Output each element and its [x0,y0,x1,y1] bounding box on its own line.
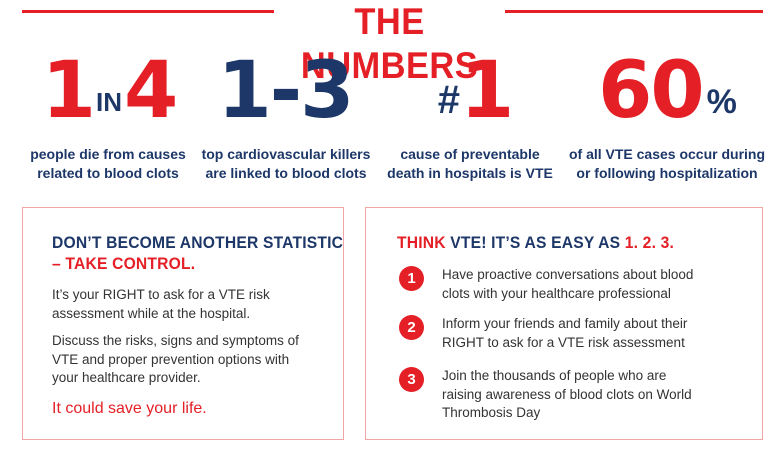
caption-line: death in hospitals is VTE [387,165,553,181]
step-text [442,315,742,352]
stat-number-one [425,46,525,136]
stat-caption [8,145,208,183]
heading-line: – TAKE CONTROL. [52,254,196,273]
caption-line: cause of preventable [400,146,540,162]
hash-symbol: # [437,78,460,122]
step-line: Join the thousands of people who are [442,368,667,383]
stat-number: 60 [598,46,703,136]
stat-number: 1 [41,46,94,136]
page-title: THE NUMBERS [300,1,479,86]
caption-line: or following hospitalization [576,165,758,181]
stat-1-in-4 [33,46,185,136]
heading-mid: VTE! IT’S AS EASY AS [445,233,625,252]
heading-numbers: 1. 2. 3. [624,233,675,252]
box-heading [397,232,674,253]
think-vte-box [365,207,763,440]
box-heading [52,232,343,274]
divider [505,10,763,13]
caption-line: top cardiovascular killers [201,146,371,162]
numbers-header [0,0,784,86]
step-text [442,266,742,303]
discuss-paragraph [52,332,299,388]
stat-number: 4 [124,46,177,136]
step-line: RIGHT to ask for a VTE risk assessment [442,334,685,350]
paragraph-line: VTE and proper prevention options with [52,351,290,367]
caption-line: people die from causes [30,146,186,162]
step-text [442,367,742,423]
step-number-badge: 1 [399,266,424,291]
heading-think: THINK [397,233,446,252]
stat-60-percent [580,46,755,136]
stat-1-3 [210,46,360,136]
paragraph-line: It’s your RIGHT to ask for a VTE risk [52,287,270,302]
paragraph-line: your healthcare provider. [52,370,201,385]
step-line: Have proactive conversations about blood [442,267,694,282]
stat-caption [186,145,386,183]
divider [22,10,274,13]
caption-line: related to blood clots [37,165,179,181]
step-line: Inform your friends and family about their [442,316,688,331]
stat-number: 1 [459,46,513,136]
step-number-badge: 2 [399,315,424,340]
step-line: raising awareness of blood clots on World [442,386,692,402]
percent-symbol: % [706,83,737,121]
stat-caption [370,145,570,183]
stat-number: 1-3 [217,46,353,136]
paragraph-line: Discuss the risks, signs and symptoms of [52,333,299,348]
rights-paragraph [52,286,270,323]
take-control-box [22,207,344,440]
caption-line: of all VTE cases occur during [568,146,766,162]
step-line: clots with your healthcare professional [442,285,671,301]
stat-caption [562,145,772,183]
call-to-action: It could save your life. [52,400,207,417]
stat-word: IN [96,87,122,117]
step-line: Thrombosis Day [442,405,541,420]
caption-line: are linked to blood clots [205,165,367,181]
heading-line: DON’T BECOME ANOTHER STATISTIC [52,233,344,252]
paragraph-line: assessment while at the hospital. [52,305,251,321]
step-number-badge: 3 [399,367,424,392]
